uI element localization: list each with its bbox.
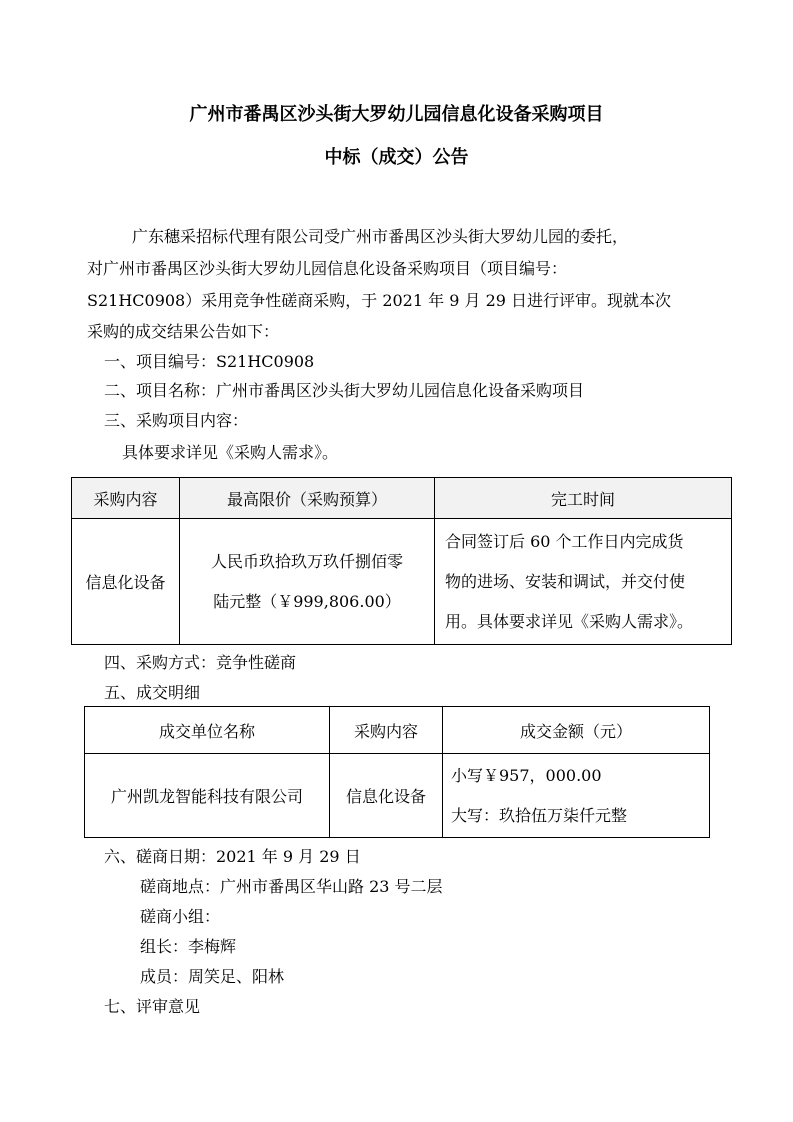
group-leader: 组长：李梅辉 xyxy=(140,937,237,956)
item-consultation-date: 六、磋商日期：2021 年 9 月 29 日 xyxy=(104,847,361,866)
consultation-location: 磋商地点：广州市番禺区华山路 23 号二层 xyxy=(140,877,443,896)
item-procurement-method: 四、采购方式：竞争性磋商 xyxy=(104,653,297,672)
table-header-row xyxy=(85,707,710,754)
completion-line: 用。具体要求详见《采购人需求》。 xyxy=(445,611,694,631)
completion-line: 物的进场、安装和调试，并交付使 xyxy=(445,571,686,591)
price-line: 陆元整（￥999,806.00） xyxy=(213,591,401,611)
table-header-cell: 成交金额（元） xyxy=(443,707,710,754)
procurement-content-table xyxy=(71,477,732,645)
table-header-cell: 成交单位名称 xyxy=(85,707,330,754)
item-project-number: 一、项目编号：S21HC0908 xyxy=(104,352,315,371)
table-cell-content: 信息化设备 xyxy=(330,754,443,838)
table-row xyxy=(85,754,710,838)
deal-details-table xyxy=(84,706,710,838)
price-line: 人民币玖拾玖万玖仟捌佰零 xyxy=(210,551,403,571)
item-project-content-note: 具体要求详见《采购人需求》。 xyxy=(122,443,339,462)
item-deal-details: 五、成交明细 xyxy=(104,683,201,702)
intro-line-4: 采购的成交结果公告如下： xyxy=(87,322,280,341)
document-subtitle: 中标（成交）公告 xyxy=(324,147,469,168)
amount-line: 大写：玖拾伍万柒仟元整 xyxy=(451,805,628,825)
consultation-group: 磋商小组： xyxy=(140,907,221,926)
item-review-opinion: 七、评审意见 xyxy=(104,997,201,1016)
table-header-cell: 采购内容 xyxy=(330,707,443,754)
table-header-cell: 采购内容 xyxy=(72,478,180,519)
table-cell-content: 信息化设备 xyxy=(72,519,180,645)
table-header-cell: 完工时间 xyxy=(435,478,732,519)
item-project-name: 二、项目名称：广州市番禺区沙头街大罗幼儿园信息化设备采购项目 xyxy=(104,381,585,400)
table-cell-amount xyxy=(443,754,710,838)
document-title: 广州市番禺区沙头街大罗幼儿园信息化设备采购项目 xyxy=(189,104,604,125)
completion-line: 合同签订后 60 个工作日内完成货 xyxy=(445,531,684,551)
intro-line-1: 广东穗采招标代理有限公司受广州市番禺区沙头街大罗幼儿园的委托， xyxy=(132,227,629,246)
item-project-content: 三、采购项目内容： xyxy=(104,411,249,430)
table-cell-price xyxy=(180,519,435,645)
table-cell-company: 广州凯龙智能科技有限公司 xyxy=(85,754,330,838)
table-header-cell: 最高限价（采购预算） xyxy=(180,478,435,519)
amount-line: 小写￥957，000.00 xyxy=(451,765,602,785)
table-cell-completion-time xyxy=(435,519,732,645)
intro-line-3: S21HC0908）采用竞争性磋商采购，于 2021 年 9 月 29 日进行评审。现就本次 xyxy=(87,291,672,310)
table-row xyxy=(72,519,732,645)
table-header-row xyxy=(72,478,732,519)
intro-line-2: 对广州市番禺区沙头街大罗幼儿园信息化设备采购项目（项目编号： xyxy=(87,259,568,278)
group-members: 成员：周笑足、阳林 xyxy=(140,967,285,986)
